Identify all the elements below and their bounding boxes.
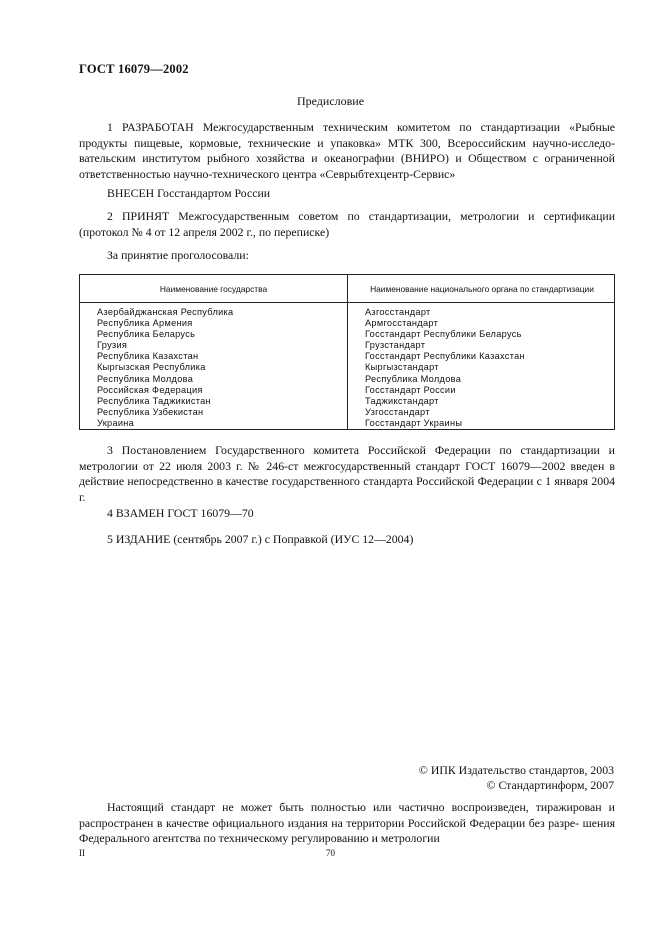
replaces-paragraph — [107, 506, 254, 522]
replaces-keyword: ВЗАМЕН — [115, 506, 165, 520]
decree-text-line: 2004 г. — [79, 474, 615, 504]
states-column — [97, 307, 233, 429]
state-name-cell: Российская Федерация — [97, 384, 203, 395]
table-header-national-body: Наименование национального органа по стандартизации — [370, 284, 594, 294]
developed-text-line: Межгосударственным техническим комитетом по стандартизации «Рыбные — [202, 120, 616, 134]
state-name-cell: Республика Казахстан — [97, 351, 199, 362]
state-name-cell: Республика Беларусь — [97, 329, 196, 340]
notice-text-line: распространен в качестве официального издания на территории Российской Федерации без разре- — [79, 815, 580, 830]
voted-intro: За принятие проголосовали: — [107, 248, 249, 262]
preface-title: Предисловие — [296, 94, 365, 108]
decree-paragraph — [79, 443, 615, 505]
national-body-cell: Армгосстандарт — [365, 318, 439, 329]
adopted-paragraph — [79, 209, 615, 240]
national-body-cell: Госстандарт Республики Беларусь — [365, 329, 522, 340]
voting-table — [79, 274, 615, 430]
copyright-publisher: © ИПК Издательство стандартов, 2003 — [418, 763, 614, 777]
submitted-keyword: ВНЕСЕН — [107, 186, 155, 200]
developed-number: 1 — [107, 120, 113, 134]
developed-text-line: ответственностью научно-технического центра «Севрыбтехцентр-Сервис» — [79, 166, 456, 181]
notice-text-line: Настоящий стандарт не может быть полностью или частично воспроизведен, тиражирован и — [107, 800, 615, 814]
national-body-cell: Кыргызстандарт — [365, 362, 439, 373]
reproduction-notice — [79, 800, 615, 847]
state-name-cell: Республика Таджикистан — [97, 395, 211, 406]
edition-number: 5 — [107, 532, 113, 546]
adopted-number: 2 — [107, 209, 113, 223]
edition-text: (сентябрь 2007 г.) с Поправкой (ИУС 12—2004) — [173, 532, 414, 546]
decree-number: 3 — [107, 443, 113, 457]
state-name-cell: Республика Молдова — [97, 373, 194, 384]
state-name-cell: Грузия — [97, 340, 128, 351]
decree-text-line: Постановлением Государственного комитета Российской Федерации по стандартизации и — [121, 443, 615, 457]
state-name-cell: Республика Армения — [97, 318, 193, 329]
state-name-cell: Азербайджанская Республика — [97, 307, 234, 317]
page-roman-numeral: II — [79, 848, 85, 858]
table-header-state: Наименование государства — [159, 284, 268, 294]
national-body-cell: Госстандарт Республики Казахстан — [365, 351, 525, 362]
national-body-cell: Республика Молдова — [365, 373, 462, 384]
replaces-text: ГОСТ 16079—70 — [167, 506, 254, 520]
adopted-text-line: (протокол № 4 от 12 апреля 2002 г., по переписке) — [79, 224, 330, 239]
national-body-cell: Узгосстандарт — [365, 406, 430, 417]
national-bodies-column — [365, 307, 525, 429]
decree-text-line: метрологии от 22 июля 2003 г. № 246-ст межгосударственный стандарт ГОСТ 16079—2002 введен в — [79, 458, 615, 473]
replaces-number: 4 — [107, 506, 113, 520]
national-body-cell: Таджикстандарт — [365, 395, 439, 406]
national-body-cell: Азгосстандарт — [365, 307, 431, 317]
submitted-text: Госстандартом России — [157, 186, 271, 200]
copyright-standartinform: © Стандартинформ, 2007 — [486, 778, 614, 792]
national-body-cell: Госстандарт России — [365, 384, 456, 395]
state-name-cell: Кыргызская Республика — [97, 362, 206, 373]
adopted-keyword: ПРИНЯТ — [122, 209, 170, 223]
developed-keyword: РАЗРАБОТАН — [122, 120, 194, 134]
state-name-cell: Республика Узбекистан — [97, 406, 204, 417]
table-header-divider — [80, 302, 614, 303]
submitted-paragraph — [107, 186, 270, 202]
edition-paragraph — [107, 532, 413, 548]
developed-paragraph — [79, 120, 615, 182]
adopted-text-line: Межгосударственным советом по стандартизации, метрологии и сертификации — [178, 209, 616, 223]
page-number: 70 — [326, 848, 335, 858]
national-body-cell: Грузстандарт — [365, 340, 426, 351]
national-body-cell: Госстандарт Украины — [365, 417, 463, 428]
decree-text-line: действие непосредственно в качестве государственного стандарта Российской Федерации с 1 января — [79, 474, 589, 488]
notice-text-line: шения Федерального агентства по техническому регулированию и метрологии — [79, 815, 615, 845]
edition-keyword: ИЗДАНИЕ — [115, 532, 171, 546]
document-code-header: ГОСТ 16079—2002 — [79, 62, 189, 76]
state-name-cell: Украина — [97, 417, 135, 428]
developed-text-line: продукты пищевые, кормовые, технические и упаковка» МТК 300, Всероссийским научно-исследо- — [79, 135, 615, 150]
table-column-divider — [347, 275, 348, 429]
developed-text-line: вательским институтом рыбного хозяйства и океанографии (ВНИРО) и Обществом с ограниченной — [79, 151, 615, 165]
